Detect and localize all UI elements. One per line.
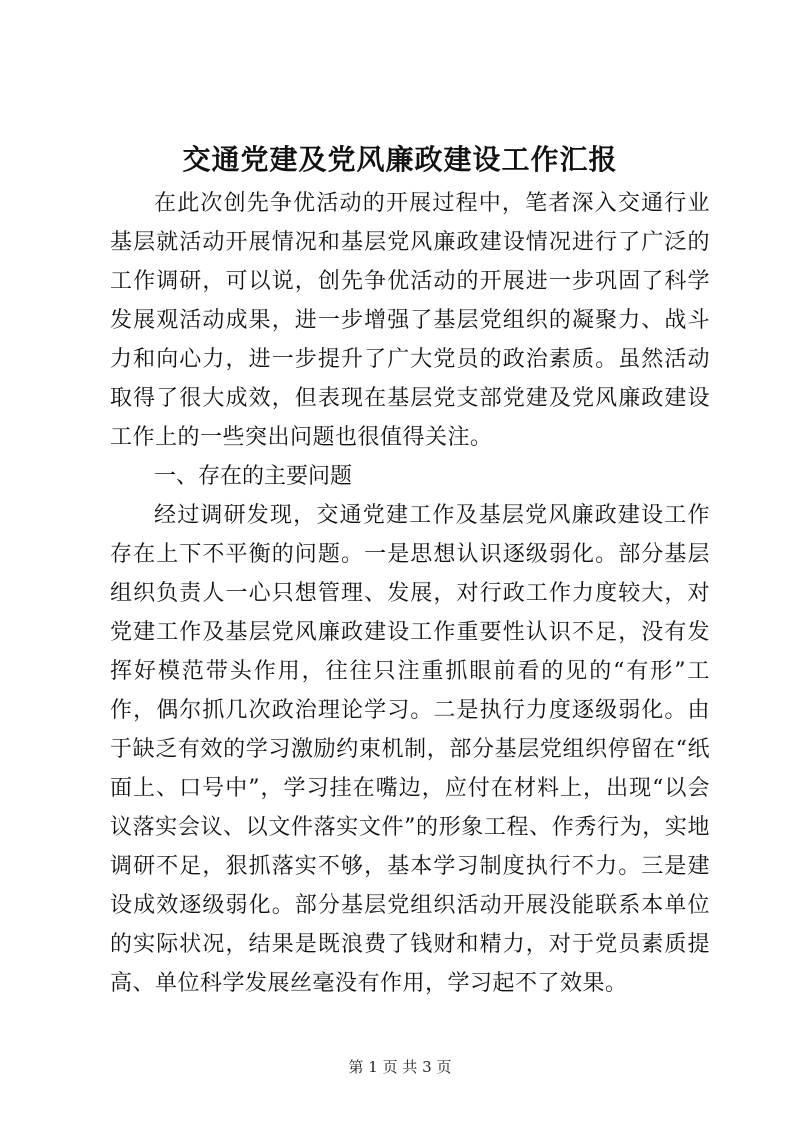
- paragraph-intro: 在此次创先争优活动的开展过程中，笔者深入交通行业基层就活动开展情况和基层党风廉政建设情况进行了广泛的工作调研，可以说，创先争优活动的开展进一步巩固了科学发展观活动成果，进一步增强了基层党组织的凝聚力、战斗力和向心力，进一步提升了广大党员的政治素质。虽然活动取得了很大成效，但表现在基层党支部党建及党风廉政建设工作上的一些突出问题也很值得关注。: [110, 191, 710, 450]
- section-heading: 一、存在的主要问题: [154, 464, 353, 489]
- document-title: 交通党建及党风廉政建设工作汇报: [182, 143, 618, 176]
- document-body: [110, 184, 710, 1003]
- page-footer: 第 1 页 共 3 页: [348, 1058, 452, 1076]
- paragraph-problems: 经过调研发现，交通党建工作及基层党风廉政建设工作存在上下不平衡的问题。一是思想认识逐级弱化。部分基层组织负责人一心只想管理、发展，对行政工作力度较大，对党建工作及基层党风廉政建设工作重要性认识不足，没有发挥好模范带头作用，往往只注重抓眼前看的见的“有形”工作，偶尔抓几次政治理论学习。二是执行力度逐级弱化。由于缺乏有效的学习激励约束机制，部分基层党组织停留在“纸面上、口号中”，学习挂在嘴边，应付在材料上，出现“以会议落实会议、以文件落实文件”的形象工程、作秀行为，实地调研不足，狠抓落实不够，基本学习制度执行不力。三是建设成效逐级弱化。部分基层党组织活动开展没能联系本单位的实际状况，结果是既浪费了钱财和精力，对于党员素质提高、单位科学发展丝毫没有作用，学习起不了效果。: [110, 503, 710, 996]
